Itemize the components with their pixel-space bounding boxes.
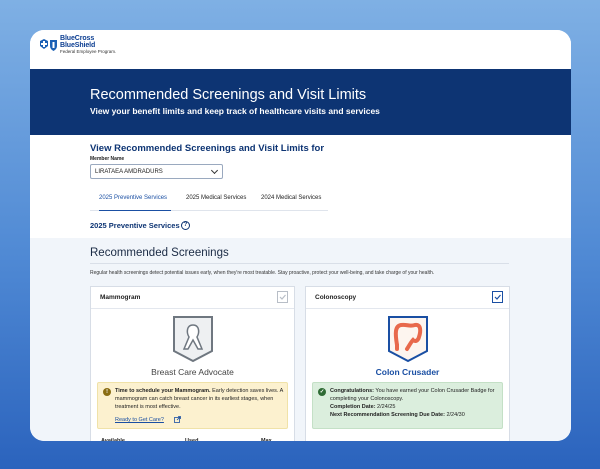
member-section-heading: View Recommended Screenings and Visit Limits for [90, 143, 325, 154]
recommended-screenings-section [30, 238, 571, 441]
notice-body: You have earned your Colon Crusader Badge for completing your Colonoscopy. [330, 388, 495, 402]
preventive-services-heading: 2025 Preventive Services [90, 221, 180, 230]
checked-badge-icon [492, 291, 503, 303]
max-label: Max [261, 438, 272, 441]
logo-line-blueshield: BlueShield [60, 42, 96, 49]
member-name-select[interactable] [90, 164, 223, 179]
completion-date-label: Completion Date: [330, 404, 376, 410]
member-name-value: LIRATAEA AMDRADURS [95, 169, 163, 175]
ready-to-get-care-link[interactable]: Ready to Get Care? [115, 417, 164, 423]
used-label: Used [185, 438, 199, 441]
mammogram-card [90, 286, 295, 441]
colon-badge-icon [387, 315, 429, 363]
next-due-date-label: Next Recommendation Screening Due Date: [330, 412, 445, 418]
success-notice [312, 382, 503, 429]
available-label: Available [101, 438, 125, 441]
logo-line-bluecross: BlueCross [60, 35, 95, 42]
external-link-icon[interactable] [174, 416, 181, 423]
ribbon-badge-icon [172, 315, 214, 363]
card-title: Mammogram [100, 294, 141, 301]
card-header [91, 287, 294, 309]
tab-2025-medical[interactable]: 2025 Medical Services [186, 195, 247, 201]
service-tabs [90, 191, 328, 211]
notice-bold: Congratulations: [330, 388, 374, 394]
card-title: Colonoscopy [315, 294, 357, 301]
screenings-title: Recommended Screenings [90, 247, 229, 259]
bcbs-logo-icon [37, 37, 59, 53]
page-title: Recommended Screenings and Visit Limits [90, 87, 367, 103]
unchecked-badge-icon [277, 291, 288, 303]
colonoscopy-card [305, 286, 510, 441]
page-subtitle: View your benefit limits and keep track of healthcare visits and services [90, 106, 380, 116]
notice-bold: Time to schedule your Mammogram. [115, 388, 211, 394]
warning-icon: ! [103, 388, 111, 396]
tab-2025-preventive[interactable]: 2025 Preventive Services [99, 195, 171, 211]
notice-body: Early detection saves lives. A mammogram can catch breast cancer in its earliest stages, when treatment is most effective. [115, 388, 284, 410]
divider [90, 263, 509, 264]
notice-text [115, 387, 285, 411]
member-name-label: Member Name [90, 156, 125, 162]
logo-line-program: Federal Employee Program. [60, 49, 117, 54]
header [30, 30, 571, 69]
card-header [306, 287, 509, 309]
next-due-date-value: 2/24/30 [444, 412, 465, 418]
chevron-down-icon [211, 167, 218, 174]
badge-title: Breast Care Advocate [151, 367, 234, 377]
notice-text [330, 387, 500, 419]
check-circle-icon: ✓ [319, 389, 325, 395]
tab-2024-medical[interactable]: 2024 Medical Services [261, 195, 322, 201]
help-icon[interactable]: ? [181, 221, 190, 230]
app-window [30, 30, 571, 441]
logo-text [60, 35, 116, 55]
completion-date-value: 2/24/25 [375, 404, 396, 410]
screenings-description: Regular health screenings detect potential issues early, when they're most treatable. Stay proactive, protect your well-being, and take charge of your health. [90, 270, 435, 276]
warning-notice [97, 382, 288, 429]
page-banner [30, 69, 571, 135]
badge-title: Colon Crusader [375, 367, 440, 377]
